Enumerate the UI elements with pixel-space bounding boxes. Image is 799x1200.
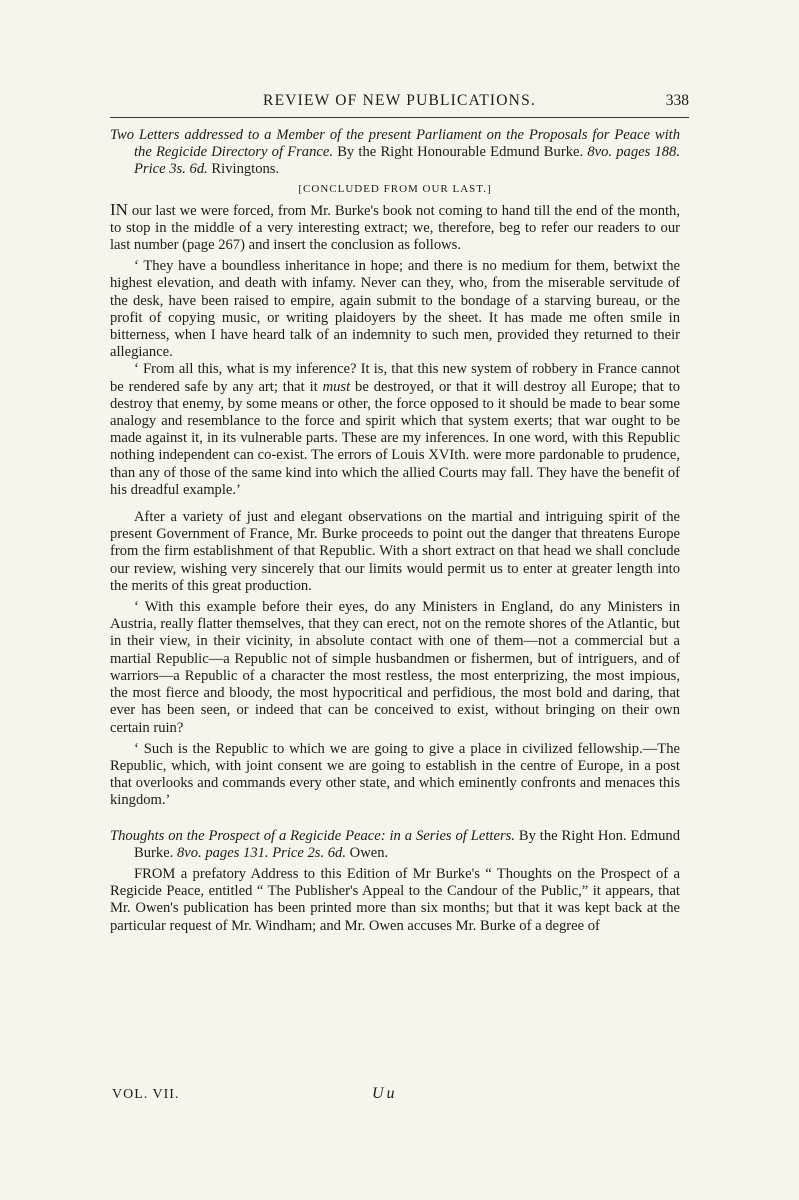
page-number: 338 bbox=[665, 92, 689, 109]
review-1-paragraph-5: ‘ With this example before their eyes, do any Ministers in England, do any Ministers in Austria, really flatter themselves, that they can erect, not on the remote shores of the Atlantic, but in their view, in their vicinity, in absolute contact with one of them—not a commercial but a martial Republic—a Republic not of simple husbandmen or fishermen, but of intriguers, and of warriors—a Republic of a character the most restless, the most enterprizing, the most impious, the most fierce and bloody, the most hypocritical and perfidious, the most bold and daring, that ever has been seen, or indeed that can be conceived to exist, without bringing on their own certain ruin? bbox=[110, 599, 680, 736]
title-2-author: By the Right Hon. Edmund Burke. bbox=[134, 827, 680, 861]
signature-mark: Uu bbox=[372, 1085, 398, 1102]
review-1-paragraph-4: After a variety of just and elegant observations on the martial and intriguing spirit of the present Government of France, Mr. Burke proceeds to point out the danger that threatens Europe from the firm establishment of that Republic. With a short extract on that head we shall conclude our review, wishing very sincerely that our limits would permit us to enter at greater length into the merits of this great production. bbox=[110, 509, 680, 594]
title-1-author: By the Right Honourable Edmund Burke. bbox=[333, 144, 588, 161]
running-head: REVIEW OF NEW PUBLICATIONS. bbox=[263, 92, 536, 109]
review-title-1 bbox=[110, 127, 680, 179]
concluded-note: [CONCLUDED FROM OUR LAST.] bbox=[298, 182, 492, 195]
review-1-paragraph-1 bbox=[110, 201, 680, 255]
title-2-details: 8vo. pages 131. Price 2s. 6d. bbox=[176, 844, 346, 861]
paragraph-text: ‘ From all this, what is my inference? It is, that this new system of robbery in France cannot be rendered safe by any art; that it bbox=[110, 361, 680, 395]
page-footer bbox=[112, 1087, 512, 1107]
title-1-details: 8vo. pages 188. Price 3s. 6d. bbox=[134, 144, 681, 178]
drop-word: IN bbox=[110, 199, 128, 219]
paragraph-text: our last we were forced, from Mr. Burke's book not coming to hand till the end of the month, to stop in the middle of a very interesting extract; we, therefore, beg to refer our readers to our last number (page 267) and insert the conclusion as follows. bbox=[110, 202, 680, 254]
title-2-publisher: Owen. bbox=[346, 844, 389, 861]
title-2-italic: Thoughts on the Prospect of a Regicide Peace: in a Series of Letters. bbox=[110, 827, 515, 844]
review-2-paragraph-1 bbox=[110, 866, 680, 935]
review-title-2 bbox=[110, 828, 680, 862]
volume-label: VOL. VII. bbox=[112, 1087, 180, 1102]
review-1-paragraph-3 bbox=[110, 361, 680, 499]
drop-word: FROM bbox=[134, 865, 176, 882]
page-content bbox=[110, 127, 680, 935]
title-1-italic: Two Letters addressed to a Member of the present Parliament on the Proposals for Peace with the Regicide Directory of France. bbox=[110, 127, 680, 161]
page-header bbox=[110, 92, 689, 116]
review-1-paragraph-6: ‘ Such is the Republic to which we are going to give a place in civilized fellowship.—The Republic, which, with joint consent we are going to establish in the centre of Europe, in a post that overlooks and commands every other state, and which eminently confronts and menaces this kingdom.’ bbox=[110, 740, 680, 809]
emphasis-text: must bbox=[322, 378, 351, 395]
review-1-paragraph-2: ‘ They have a boundless inheritance in hope; and there is no medium for them, betwixt the highest elevation, and death with infamy. Never can they, who, from the miserable servitude of the desk, have been raised to empire, again submit to the bondage of a starving bureau, or the profit of copying music, or writing plaidoyers by the sheet. It has made me often smile in bitterness, when I have heard talk of an indemnity to such men, provided they returned to their allegiance. bbox=[110, 258, 680, 361]
title-1-publisher: Rivingtons. bbox=[207, 161, 280, 178]
paragraph-text: a prefatory Address to this Edition of Mr Burke's “ Thoughts on the Prospect of a Regicide Peace, entitled “ The Publisher's Appeal to the Candour of the Public,” it appears, that Mr. Owen's publication has been printed more than six months; but that it was kept back at the particular request of Mr. Windham; and Mr. Owen accuses Mr. Burke of a degree of bbox=[110, 865, 680, 934]
header-rule bbox=[110, 117, 689, 118]
paragraph-text: be destroyed, or that it will destroy all Europe; that to destroy that enemy, by some means or other, the force opposed to it should be made to bear some analogy and resemblance to the force and spirit which that system exerts; that war ought to be made against it, in its vulnerable parts. These are my inferences. In one word, with this Republic nothing independent can co-exist. The errors of Louis XVIth. were more pardonable to prudence, than any of those of the same kind into which the allied Courts may fall. They have the benefit of his dreadful example.’ bbox=[110, 378, 680, 498]
